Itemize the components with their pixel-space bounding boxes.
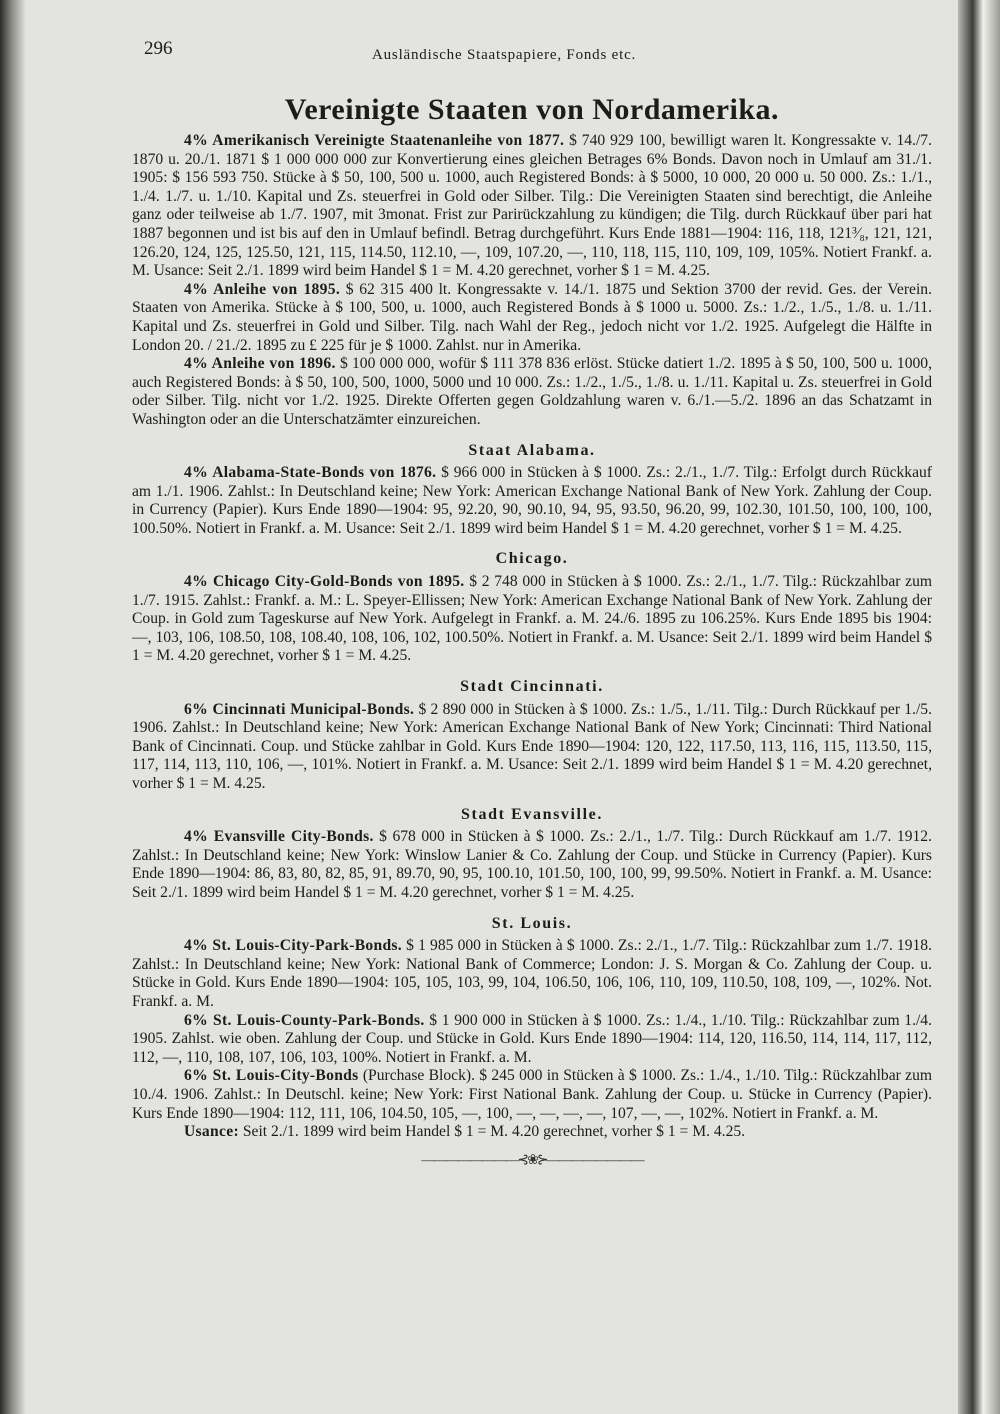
- bond-text: $ 966 000 in Stücken à $ 1000. Zs.: 2./1., 1./7. Tilg.: Erfolgt durch Rückkauf am 1./1. 1906. Zahlst.: In Deutschland keine; New York: American Exchange National Bank of New York. Zahlung der Coup. in Currency (Papier). Kurs Ende 1890—1904: 95, 92.20, 90, 90.10, 94, 95, 93.50, 96.20, 99, 102.30, 101.50, 100, 100, 100, 100.50%. Notiert in Frankf. a. M. Usance: Seit 2./1. 1899 wird beim Handel $ 1 = M. 4.20 gerechnet, vorher $ 1 = M. 4.25.: [132, 464, 932, 537]
- running-header: [132, 40, 932, 70]
- bond-heading: 4% Chicago City-Gold-Bonds von 1895.: [184, 573, 465, 591]
- bond-entry: [132, 464, 932, 538]
- bond-heading: 6% St. Louis-City-Bonds: [184, 1067, 359, 1085]
- bond-heading: Usance:: [184, 1123, 239, 1141]
- page-content: [132, 40, 932, 1170]
- ornament-divider: ————————⊰❀⊱————————: [421, 1152, 643, 1168]
- section-cincinnati: [132, 678, 932, 794]
- section-heading: Chicago.: [495, 550, 569, 568]
- bond-text: $ 100 000 000, wofür $ 111 378 836 erlöst. Stücke datiert 1./2. 1895 à $ 50, 100, 500 u. 1000, auch Registered Bonds: à $ 50, 100, 500, 1000, 5000 und 10 000. Zs.: 1./2., 1./5., 1./8. u. 1./11. Kapital u. Zs. steuerfrei in Gold oder Silber. Tilg. nicht vor 1./2. 1925. Direkte Offerten gegen Goldzahlung waren v. 6./1.—5./2. 1896 an das Schatzamt in Washington oder an die Unterschatzämter einzureichen.: [132, 355, 932, 428]
- bond-heading: 4% Anleihe von 1895.: [184, 280, 341, 298]
- bond-entry: [132, 573, 932, 666]
- bond-heading: 4% Evansville City-Bonds.: [184, 828, 374, 846]
- section-heading: St. Louis.: [491, 914, 573, 932]
- section-evansville: [132, 806, 932, 903]
- section-heading: Stadt Cincinnati.: [460, 678, 604, 696]
- bond-text: (Purchase Block). $ 245 000 in Stücken à $ 1000. Zs.: 1./4., 1./10. Tilg.: Rückzahlbar zum 10./4. 1906. Zahlst.: In Deutschl. keine; New York: First National Bank. Zahlung der Coup. u. Stücke in Currency (Papier). Kurs Ende 1890—1904: 112, 111, 106, 104.50, 105, —, 100, —, —, —, —, 107, —, —, 102%. Notiert in Frankf. a. M.: [132, 1067, 933, 1122]
- bond-text: $ 62 315 400 lt. Kongressakte v. 14./1. 1875 und Sektion 3700 der revid. Ges. der Verein. Staaten von Amerika. Stücke à $ 100, 500, u. 1000, auch Registered Bonds à $ 1000 u. 5000. Zs.: 1./2., 1./5., 1./8. u. 1./11. Kapital und Zs. steuerfrei in Gold und Silber. Tilg. nach Wahl der Reg., jedoch nicht vor 1./2. 1925. Aufgelegt die Hälfte in London 20. / 21./2. 1895 zu £ 225 für je $ 1000. Zahlst. nur in Amerika.: [132, 280, 932, 354]
- running-title: Ausländische Staatspapiere, Fonds etc.: [372, 47, 637, 63]
- bond-entry: [132, 828, 932, 902]
- bond-heading: 6% Cincinnati Municipal-Bonds.: [184, 700, 415, 718]
- bond-entry: [132, 132, 932, 281]
- bond-entry: [132, 937, 932, 1011]
- section-alabama: [132, 442, 932, 539]
- bond-entry: [132, 355, 932, 429]
- page-title: Vereinigte Staaten von Nordamerika.: [284, 93, 780, 126]
- book-page-edge: [958, 0, 1000, 1414]
- bond-entry: [132, 701, 932, 794]
- bond-text: $ 678 000 in Stücken à $ 1000. Zs.: 2./1., 1./7. Tilg.: Durch Rückkauf am 1./7. 1912. Zahlst.: In Deutschland keine; New York: Winslow Lanier & Co. Zahlung der Coup. und Stücke in Currency (Papier). Kurs Ende 1890—1904: 86, 83, 80, 82, 85, 91, 89.70, 90, 95, 100.10, 101.50, 100, 100, 99, 99.50%. Notiert in Frankf. a. M. Usance: Seit 2./1. 1899 wird beim Handel $ 1 = M. 4.20 gerechnet, vorher $ 1 = M. 4.25.: [132, 828, 932, 901]
- bond-text: $ 2 748 000 in Stücken à $ 1000. Zs.: 2./1., 1./7. Tilg.: Rückzahlbar zum 1./7. 1915. Zahlst.: Frankf. a. M.: L. Speyer-Ellissen; New York: American Exchange National Bank of New York. Zahlung der Coup. in Gold zum Tageskurse auf New York. Aufgelegt in Frankf. a. M. 24./6. 1895 zu 106.25%. Kurs Ende 1895 bis 1904: —, 103, 106, 108.50, 108, 108.40, 108, 106, 102, 100.50%. Notiert in Frankf. a. M. Usance: Seit 2./1. 1899 wird beim Handel $ 1 = M. 4.20 gerechnet, vorher $ 1 = M. 4.25.: [132, 573, 932, 665]
- section-heading: Staat Alabama.: [468, 441, 596, 459]
- bond-entry: [132, 1123, 932, 1142]
- section-st-louis: [132, 915, 932, 1142]
- bond-entry: [132, 1012, 932, 1068]
- bond-text: $ 740 929 100, bewilligt waren lt. Kongressakte v. 14./7. 1870 u. 20./1. 1871 $ 1 000 000 000 zur Konvertierung eines gleichen Betrages 6% Bonds. Davon noch in Umlauf am 31./1. 1905: $ 156 593 750. Stücke à $ 50, 100, 500 u. 1000, auch Registered Bonds: à $ 5000, 10 000, 20 000 u. 50 000. Zs.: 1./1., 1./4. 1./7. u. 1./10. Kapital und Zs. steuerfrei in Gold oder Silber. Tilg.: Die Vereinigten Staaten sind berechtigt, die Anleihe ganz oder teilweise ab 1./7. 1907, mit 3monat. Frist zur Parirückzahlung zu kündigen; die Tilg. durch Rückkauf über pari hat 1887 begonnen und ist bis auf den in Umlauf befindl. Betrag durchgeführt. Kurs Ende 1881—1904: 116, 118, 121³⁄₈, 121, 121, 126.20, 124, 125, 125.50, 121, 115, 114.50, 112.10, —, 109, 107.20, —, 110, 118, 115, 110, 109, 109, 105%. Notiert Frankf. a. M. Usance: Seit 2./1. 1899 wird beim Handel $ 1 = M. 4.20 gerechnet, vorher $ 1 = M. 4.25.: [132, 132, 932, 280]
- section-chicago: [132, 550, 932, 666]
- bond-heading: 4% Alabama-State-Bonds von 1876.: [184, 464, 437, 482]
- bond-heading: 4% Anleihe von 1896.: [184, 355, 336, 373]
- bond-heading: 4% Amerikanisch Vereinigte Staatenanleihe von 1877.: [184, 132, 565, 149]
- bond-entry: [132, 281, 932, 355]
- section-usa: [132, 132, 932, 430]
- bond-text: Seit 2./1. 1899 wird beim Handel $ 1 = M. 4.20 gerechnet, vorher $ 1 = M. 4.25.: [242, 1123, 746, 1141]
- bond-entry: [132, 1067, 932, 1123]
- bond-text: $ 1 985 000 in Stücken à $ 1000. Zs.: 2./1., 1./7. Tilg.: Rückzahlbar zum 1./7. 1918. Zahlst.: In Deutschland keine; New York: National Bank of Commerce; London: J. S. Morgan & Co. Zahlung der Coup. u. Stücke in Gold. Kurs Ende 1890—1904: 105, 105, 103, 99, 104, 106.50, 106, 106, 110, 109, 110.50, 108, 109, —, 102%. Not. Frankf. a. M.: [132, 937, 932, 1010]
- section-heading: Stadt Evansville.: [461, 805, 603, 823]
- page-number: 296: [144, 38, 173, 59]
- bond-text: $ 1 900 000 in Stücken à $ 1000. Zs.: 1./4., 1./10. Tilg.: Rückzahlbar zum 1./4. 1905. Zahlst. wie oben. Zahlung der Coup. und Stücke in Gold. Kurs Ende 1890—1904: 114, 120, 116.50, 114, 114, 117, 112, 112, —, 110, 108, 107, 106, 103, 100%. Notiert in Frankf. a. M.: [132, 1011, 932, 1066]
- bond-text: $ 2 890 000 in Stücken à $ 1000. Zs.: 1./5., 1./11. Tilg.: Durch Rückkauf per 1./5. 1906. Zahlst.: In Deutschland keine; New York: American Exchange National Bank of New York; Cincinnati: Third National Bank of Cincinnati. Coup. und Stücke zahlbar in Gold. Kurs Ende 1890—1904: 120, 122, 117.50, 113, 116, 115, 113.50, 115, 117, 114, 113, 110, 106, —, 101%. Notiert in Frankf. a. M. Usance: Seit 2./1. 1899 wird beim Handel $ 1 = M. 4.20 gerechnet, vorher $ 1 = M. 4.25.: [132, 700, 932, 792]
- bond-heading: 4% St. Louis-City-Park-Bonds.: [184, 937, 402, 955]
- bond-heading: 6% St. Louis-County-Park-Bonds.: [184, 1011, 425, 1029]
